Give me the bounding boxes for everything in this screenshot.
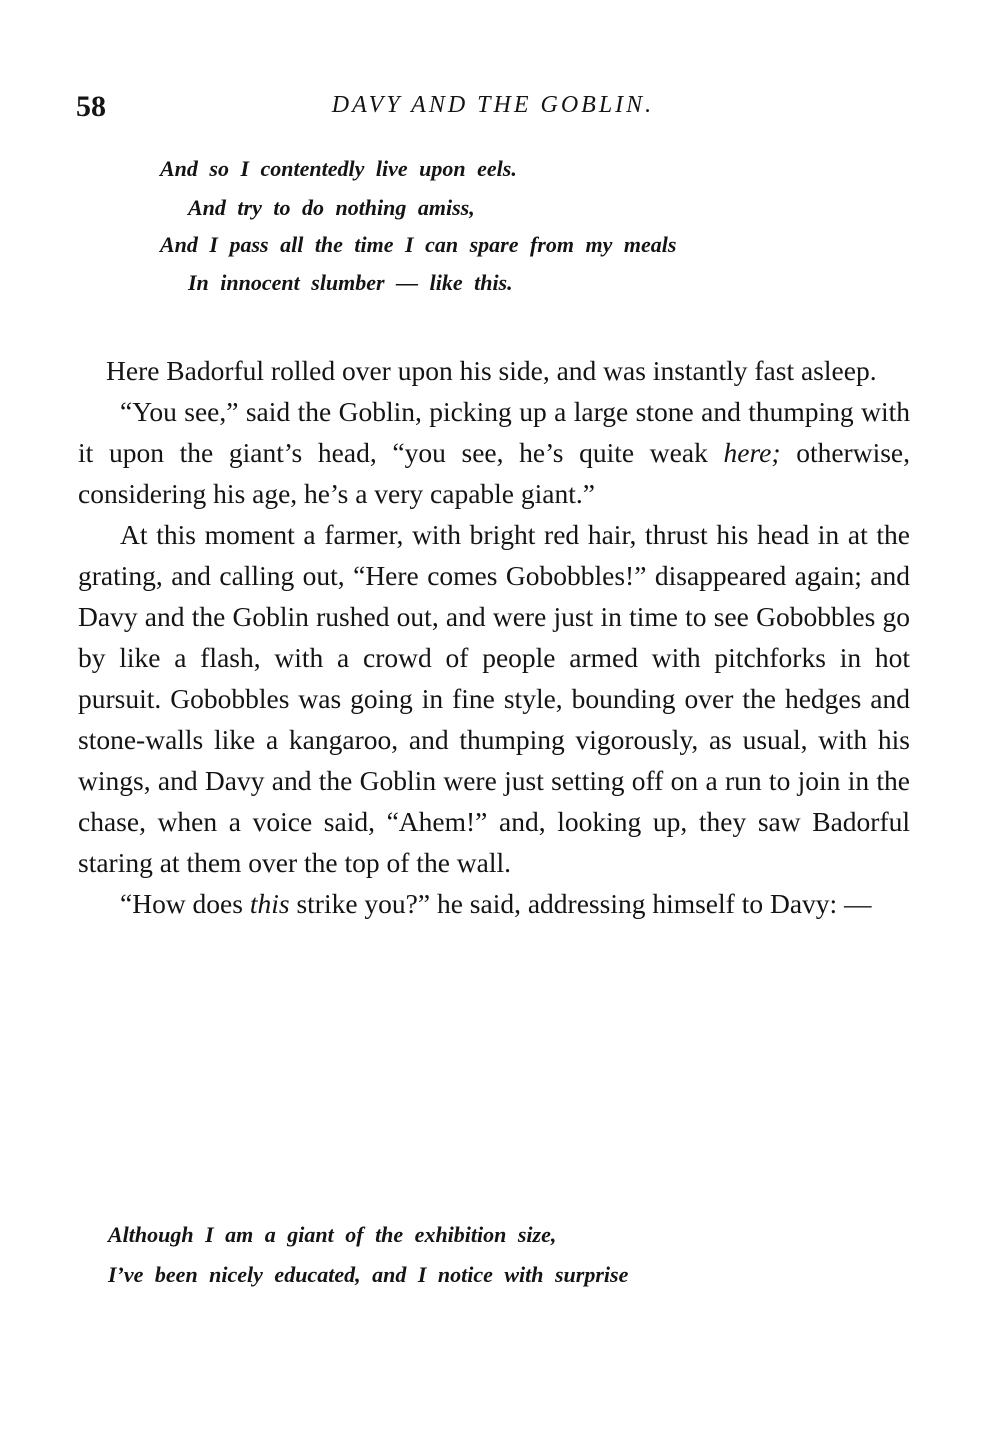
verse-line: Although I am a giant of the exhibition size,	[108, 1222, 557, 1247]
paragraph: At this moment a farmer, with bright red hair, thrust his head in at the grating, and calling out, “Here comes Gobobbles!” disappeared again; and Davy and the Goblin rushed out, and were just in time to see Gobobbles go by like a flash, with a crowd of people armed with pitchforks in hot pursuit. Gobobbles was going in fine style, bounding over the hedges and stone-walls like a kangaroo, and thumping vigorously, as usual, with his wings, and Davy and the Goblin were just setting off on a run to join in the chase, when a voice said, “Ahem!” and, looking up, they saw Badorful staring at them over the top of the wall.	[78, 519, 910, 878]
verse-line: And so I contentedly live upon eels.	[160, 156, 517, 181]
verse-line: In innocent slumber — like this.	[188, 270, 513, 295]
page-number: 58	[76, 90, 106, 123]
verse-line: I’ve been nicely educated, and I notice with surprise	[108, 1262, 629, 1287]
prose-body	[78, 350, 910, 924]
verse-line: And try to do nothing amiss,	[188, 195, 475, 220]
paragraph: Here Badorful rolled over upon his side, and was instantly fast asleep.	[106, 355, 877, 386]
verse-line: And I pass all the time I can spare from my meals	[160, 232, 677, 257]
running-title: DAVY AND THE GOBLIN.	[331, 92, 655, 118]
paragraph: “How does this strike you?” he said, addressing himself to Davy: —	[120, 888, 872, 919]
paragraph: “You see,” said the Goblin, picking up a large stone and thumping with it upon the giant’s head, “you see, he’s quite weak here; otherwise, considering his age, he’s a very capable giant.”	[78, 396, 910, 509]
page-header	[76, 90, 910, 130]
